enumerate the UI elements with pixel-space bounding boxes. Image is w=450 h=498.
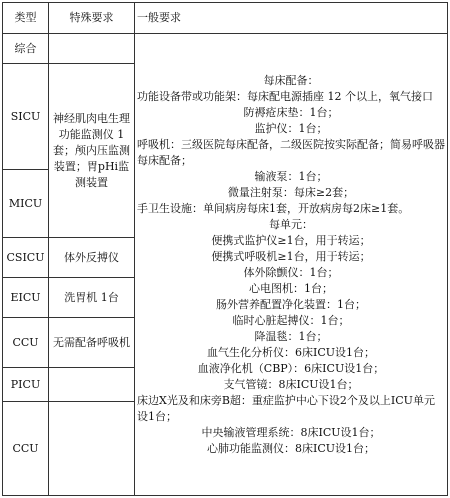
general-requirements-cell — [135, 34, 448, 496]
type-cell: SICU — [3, 64, 49, 170]
general-line: 微量注射泵：每床≥2套； — [227, 185, 355, 199]
special-cell: 无需配备呼吸机 — [49, 318, 135, 368]
general-line: 血气生化分析仪：6床ICU设1台； — [206, 345, 376, 359]
special-cell — [49, 34, 135, 64]
equipment-requirements-table — [2, 2, 448, 496]
general-line: 监护仪：1台； — [254, 121, 328, 135]
general-line: 临时心脏起搏仪：1台； — [232, 313, 350, 327]
general-line: 每单元： — [269, 217, 313, 231]
header-type: 类型 — [3, 3, 49, 34]
general-line: 防褥疮床垫：1台； — [243, 105, 339, 119]
general-line: 输液泵：1台； — [254, 169, 328, 183]
type-cell: 综合 — [3, 34, 49, 64]
general-line: 肠外营养配置净化装置：1台； — [216, 297, 366, 311]
type-cell: CCU — [3, 402, 49, 496]
table-header-row — [3, 3, 448, 34]
special-cell — [49, 368, 135, 402]
type-cell: CSICU — [3, 238, 49, 278]
general-line: 每床配备： — [263, 73, 319, 87]
general-line: 降温毯：1台； — [254, 329, 328, 343]
general-line: 心肺功能监测仪：8床ICU设1台； — [206, 441, 376, 455]
type-cell: PICU — [3, 368, 49, 402]
general-line: 支气管镜：8床ICU设1台； — [223, 377, 359, 391]
general-line: 功能设备带或功能架：每床配电源插座 12 个以上，氧气接口 — [137, 89, 433, 103]
special-cell — [49, 402, 135, 496]
type-cell: MICU — [3, 170, 49, 238]
header-special: 特殊要求 — [49, 3, 135, 34]
special-cell: 神经肌肉电生理功能监测仪 1套；颅内压监测装置；胃pHi监测装置 — [49, 64, 135, 238]
general-line: 心电图机：1台； — [249, 281, 333, 295]
special-cell: 洗胃机 1台 — [49, 278, 135, 318]
table-row — [3, 34, 448, 64]
general-line: 体外除颤仪：1台； — [243, 265, 339, 279]
type-cell: CCU — [3, 318, 49, 368]
general-line: 床边X光及和床旁B超：重症监护中心下设2个及以上ICU单元设1台； — [137, 393, 435, 423]
general-line: 手卫生设施：单间病房每床1套，开放病房每2床≥1套。 — [137, 201, 410, 215]
special-cell: 体外反搏仪 — [49, 238, 135, 278]
header-general: 一般要求 — [135, 3, 448, 34]
general-line: 呼吸机：三级医院每床配备，二级医院按实际配备；简易呼吸器每床配备； — [137, 137, 445, 167]
general-line: 血液净化机（CBP）：6床ICU设1台； — [197, 361, 385, 375]
general-line: 便携式呼吸机≥1台，用于转运； — [211, 249, 371, 263]
general-line: 中央输液管理系统：8床ICU设1台； — [201, 425, 381, 439]
type-cell: EICU — [3, 278, 49, 318]
general-line: 便携式监护仪≥1台，用于转运； — [211, 233, 371, 247]
